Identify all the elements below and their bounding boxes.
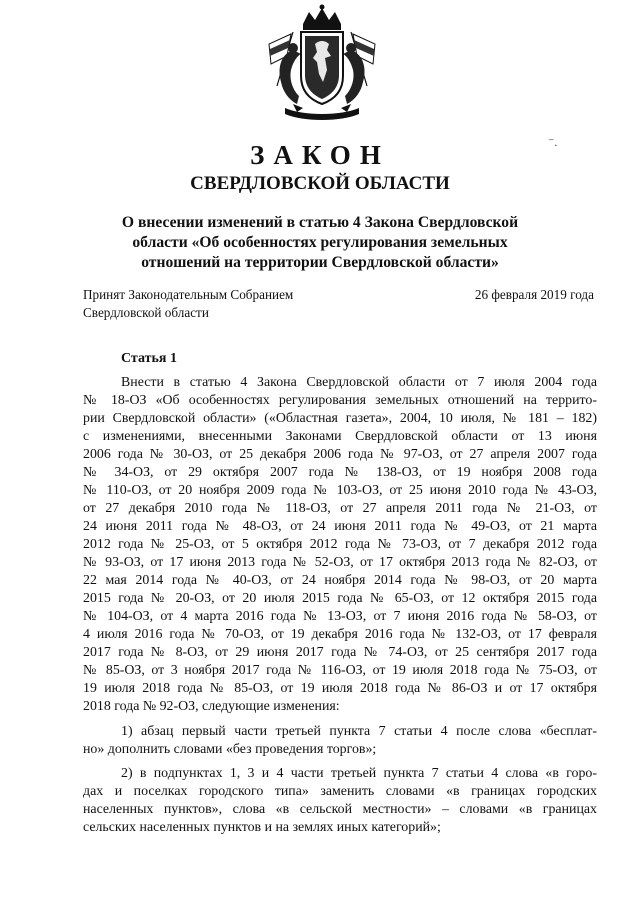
paragraph-line: рии Свердловской области» («Областная газета», 2004, 10 июля, № 181 – 182) bbox=[83, 411, 597, 426]
paragraph-line: 2006 года № 30-ОЗ, от 25 декабря 2006 года № 97-ОЗ, от 27 апреля 2007 года bbox=[83, 447, 597, 462]
law-subject-line: области «Об особенностях регулирования земельных bbox=[132, 234, 508, 251]
law-title: ЗАКОН bbox=[250, 140, 390, 170]
paragraph-line: № 93-ОЗ, от 17 июня 2013 года № 52-ОЗ, от 17 октября 2013 года № 82-ОЗ, от bbox=[83, 555, 597, 570]
region-title: СВЕРДЛОВСКОЙ ОБЛАСТИ bbox=[190, 173, 450, 194]
paragraph-line: № 85-ОЗ, от 3 ноября 2017 года № 116-ОЗ, от 19 июля 2018 года № 75-ОЗ, от bbox=[83, 663, 597, 678]
base-ribbon-icon bbox=[285, 104, 359, 120]
item-line: населенных пунктов», слова «в сельской местности» – словами «в границах bbox=[83, 802, 597, 817]
shield-icon bbox=[301, 32, 343, 104]
adopted-by bbox=[83, 286, 293, 322]
coat-of-arms-emblem bbox=[263, 4, 381, 126]
paragraph-line: № 104-ОЗ, от 4 марта 2016 года № 13-ОЗ, от 7 июня 2016 года № 58-ОЗ, от bbox=[83, 609, 597, 624]
law-subject-line: отношений на территории Свердловской области» bbox=[141, 254, 499, 271]
paragraph-line: с изменениями, внесенными Законами Свердловской области от 13 июня bbox=[83, 429, 597, 444]
item-line: 1) абзац первый части третьей пункта 7 статьи 4 после слова «бесплат- bbox=[121, 724, 597, 739]
item-line: сельских населенных пунктов и на землях иных категорий»; bbox=[83, 820, 441, 835]
article-heading: Статья 1 bbox=[121, 351, 177, 366]
paragraph-line: 22 мая 2014 года № 40-ОЗ, от 24 ноября 2014 года № 98-ОЗ, от 20 марта bbox=[83, 573, 597, 588]
paragraph-line: 4 июля 2016 года № 70-ОЗ, от 19 декабря 2016 года № 132-ОЗ, от 17 февраля bbox=[83, 627, 597, 642]
item-line: дах и поселках городского типа» заменить словами «в границах городских bbox=[83, 784, 597, 799]
paragraph-line: № 18-ОЗ «Об особенностях регулирования земельных отношений на террито- bbox=[83, 393, 597, 408]
paragraph-line: № 34-ОЗ, от 29 октября 2007 года № 138-ОЗ, от 19 ноября 2008 года bbox=[83, 465, 597, 480]
paragraph-line: № 110-ОЗ, от 20 ноября 2009 года № 103-ОЗ, от 25 июня 2010 года № 43-ОЗ, bbox=[83, 483, 597, 498]
item-line: 2) в подпунктах 1, 3 и 4 части третьей пункта 7 статьи 4 слова «в горо- bbox=[121, 766, 597, 781]
adopted-by-line: Принят Законодательным Собранием bbox=[83, 287, 294, 302]
crown-icon bbox=[303, 5, 341, 31]
paragraph-line: 2012 года № 25-ОЗ, от 5 октября 2012 года № 73-ОЗ, от 7 декабря 2012 года bbox=[83, 537, 597, 552]
paragraph-line: 2015 года № 20-ОЗ, от 20 июля 2015 года № 65-ОЗ, от 12 октября 2015 года bbox=[83, 591, 597, 606]
scan-mark: ⁻. bbox=[548, 135, 558, 149]
adoption-date: 26 февраля 2019 года bbox=[474, 287, 594, 302]
law-subject-line: О внесении изменений в статью 4 Закона Свердловской bbox=[121, 214, 519, 231]
paragraph-line: от 27 декабря 2010 года № 118-ОЗ, от 27 апреля 2011 года № 21-ОЗ, от bbox=[83, 501, 597, 516]
paragraph-line: 19 июля 2018 года № 85-ОЗ, от 19 июля 2018 года № 86-ОЗ и от 17 октября bbox=[83, 681, 597, 696]
paragraph-line: 2018 года № 92-ОЗ, следующие изменения: bbox=[83, 699, 340, 714]
paragraph-line: 2017 года № 8-ОЗ, от 29 июня 2017 года № 74-ОЗ, от 25 сентября 2017 года bbox=[83, 645, 597, 660]
law-subject bbox=[80, 213, 560, 273]
paragraph-line: Внести в статью 4 Закона Свердловской области от 7 июля 2004 года bbox=[121, 375, 597, 390]
item-line: но» дополнить словами «без проведения торгов»; bbox=[83, 742, 377, 757]
paragraph-line: 24 июня 2011 года № 48-ОЗ, от 24 июня 2011 года № 49-ОЗ, от 21 марта bbox=[83, 519, 597, 534]
adopted-by-line: Свердловской области bbox=[83, 305, 209, 320]
